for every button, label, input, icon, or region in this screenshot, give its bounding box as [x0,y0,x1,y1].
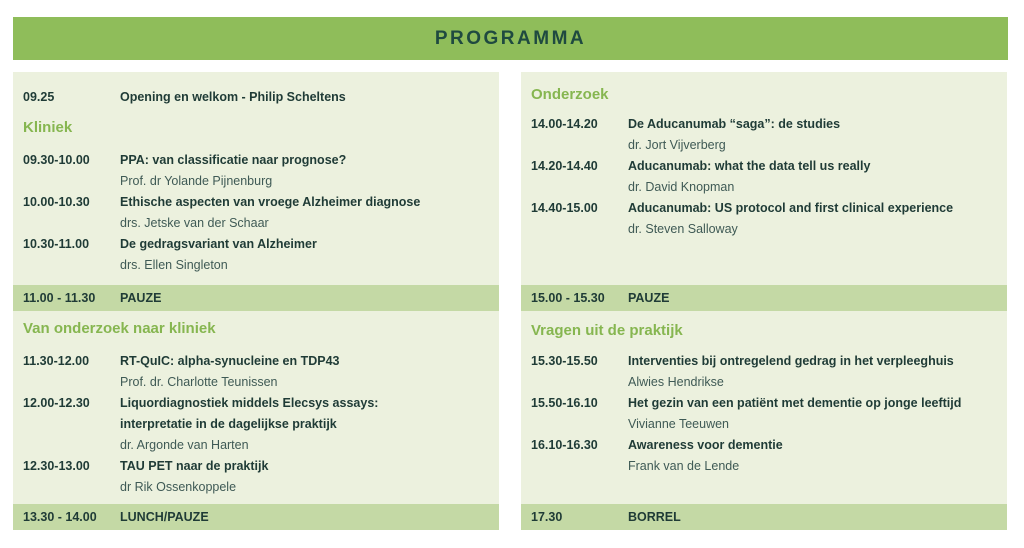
session-title: TAU PET naar de praktijk [120,459,269,473]
page-title: PROGRAMMA [434,27,587,49]
speaker-name: dr. Steven Salloway [628,222,738,236]
session-title: Aducanumab: what the data tell us really [628,159,871,173]
speaker-name: dr. Jort Vijverberg [628,138,726,152]
section-title-van-onderzoek-naar-kliniek: Van onderzoek naar kliniek [23,320,216,337]
time-label: 09.30-10.00 [23,153,90,167]
session-title: De gedragsvariant van Alzheimer [120,237,317,251]
break-row [13,285,499,311]
time-label: 14.20-14.40 [531,159,598,173]
session-title: De Aducanumab “saga”: de studies [628,117,841,131]
session-title: Opening en welkom - Philip Scheltens [120,90,346,104]
time-label: 12.30-13.00 [23,459,90,473]
time-label: 14.40-15.00 [531,201,598,215]
program-header [13,17,1008,60]
session-title: RT-QuIC: alpha-synucleine en TDP43 [120,354,340,368]
break-label: PAUZE [120,291,162,305]
session-title: Aducanumab: US protocol and first clinical experience [628,201,954,215]
session-title: Interventies bij ontregelend gedrag in het verpleeghuis [628,354,954,368]
section-title-kliniek: Kliniek [23,119,73,136]
speaker-name: Prof. dr. Charlotte Teunissen [120,375,278,389]
speaker-name: Prof. dr Yolande Pijnenburg [120,174,273,188]
session-title: Liquordiagnostiek middels Elecsys assays: [120,396,379,410]
time-label: 11.30-12.00 [23,354,90,368]
session-title: Awareness voor dementie [628,438,783,452]
speaker-name: Alwies Hendrikse [628,375,724,389]
speaker-name: drs. Ellen Singleton [120,258,228,272]
session-title: PPA: van classificatie naar prognose? [120,153,347,167]
time-label: 11.00 - 11.30 [23,291,96,305]
time-label: 14.00-14.20 [531,117,598,131]
break-label: PAUZE [628,291,670,305]
time-label: 09.25 [23,90,55,104]
section-title-vragen-uit-de-praktijk: Vragen uit de praktijk [531,322,683,339]
session-title-continued: interpretatie in de dagelijkse praktijk [120,417,337,431]
time-label: 15.30-15.50 [531,354,598,368]
break-label: LUNCH/PAUZE [120,510,209,524]
time-label: 13.30 - 14.00 [23,510,97,524]
speaker-name: dr. Argonde van Harten [120,438,249,452]
morning-program-panel [13,72,499,530]
time-label: 16.10-16.30 [531,438,598,452]
time-label: 10.30-11.00 [23,237,90,251]
speaker-name: Vivianne Teeuwen [628,417,730,431]
afternoon-program-panel [521,72,1007,530]
break-row [521,504,1007,530]
time-label: 15.50-16.10 [531,396,598,410]
break-row [13,504,499,530]
session-title: Ethische aspecten van vroege Alzheimer diagnose [120,195,421,209]
break-label: BORREL [628,510,681,524]
section-title-onderzoek: Onderzoek [531,86,609,103]
time-label: 10.00-10.30 [23,195,90,209]
break-row [521,285,1007,311]
session-title: Het gezin van een patiënt met dementie op jonge leeftijd [628,396,962,410]
time-label: 17.30 [531,510,563,524]
speaker-name: dr Rik Ossenkoppele [120,480,237,494]
speaker-name: dr. David Knopman [628,180,735,194]
time-label: 15.00 - 15.30 [531,291,605,305]
speaker-name: Frank van de Lende [628,459,740,473]
speaker-name: drs. Jetske van der Schaar [120,216,269,230]
time-label: 12.00-12.30 [23,396,90,410]
